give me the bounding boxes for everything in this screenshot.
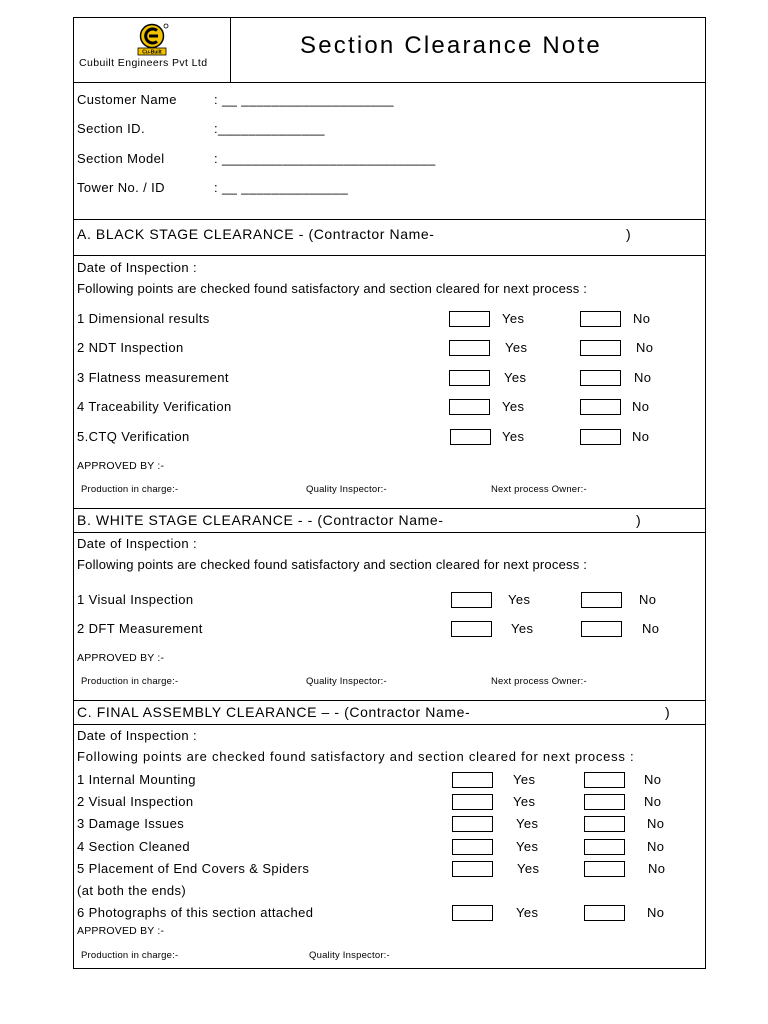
section-c-yes-checkbox[interactable] xyxy=(452,816,493,832)
section-c-no-label: No xyxy=(644,794,662,809)
company-logo xyxy=(132,22,172,56)
section-c-no-label: No xyxy=(648,861,666,876)
section-c-no-label: No xyxy=(647,816,665,831)
section-c-no-checkbox[interactable] xyxy=(584,816,625,832)
header-divider xyxy=(230,17,231,82)
section-a-item-label: 2 NDT Inspection xyxy=(77,340,184,355)
section-b-sign-production: Production in charge:- xyxy=(81,676,179,687)
section-c-sign-quality: Quality Inspector:- xyxy=(309,950,390,961)
logo-text: Cu-Built xyxy=(142,49,162,56)
section-a-no-checkbox[interactable] xyxy=(580,340,621,356)
section-c-intro: Following points are checked found satisfactory and section cleared for next process : xyxy=(77,749,635,764)
section-c-item-note: (at both the ends) xyxy=(77,883,187,898)
section-a-no-label: No xyxy=(632,429,650,444)
section-c-no-checkbox[interactable] xyxy=(584,794,625,810)
section-a-item-label: 1 Dimensional results xyxy=(77,311,210,326)
section-c-no-checkbox[interactable] xyxy=(584,905,625,921)
section-c-yes-label: Yes xyxy=(513,794,536,809)
section-a-no-label: No xyxy=(636,340,654,355)
section-b-date-label: Date of Inspection : xyxy=(77,536,198,551)
field-value-tower-no[interactable]: : __ ______________ xyxy=(214,180,349,195)
section-c-yes-checkbox[interactable] xyxy=(452,861,493,877)
field-value-customer-name[interactable]: : __ ____________________ xyxy=(214,92,394,107)
section-c-no-checkbox[interactable] xyxy=(584,839,625,855)
section-b-top-line xyxy=(73,508,706,509)
section-c-no-checkbox[interactable] xyxy=(584,861,625,877)
field-value-section-model[interactable]: : ____________________________ xyxy=(214,151,436,166)
section-c-item-label: 6 Photographs of this section attached xyxy=(77,905,314,920)
section-a-approved-by: APPROVED BY :- xyxy=(77,460,165,472)
field-label-customer-name: Customer Name xyxy=(77,92,177,107)
section-a-no-label: No xyxy=(634,370,652,385)
section-c-bottom-line xyxy=(73,724,706,725)
section-c-yes-label: Yes xyxy=(517,861,540,876)
section-b-item-label: 2 DFT Measurement xyxy=(77,621,203,636)
section-a-top-line xyxy=(73,219,706,220)
section-b-yes-label: Yes xyxy=(508,592,531,607)
section-c-no-label: No xyxy=(647,905,665,920)
section-a-sign-production: Production in charge:- xyxy=(81,484,179,495)
section-c-item-label: 2 Visual Inspection xyxy=(77,794,194,809)
section-b-sign-quality: Quality Inspector:- xyxy=(306,676,387,687)
section-c-top-line xyxy=(73,700,706,701)
section-c-yes-checkbox[interactable] xyxy=(452,905,493,921)
section-b-item-label: 1 Visual Inspection xyxy=(77,592,194,607)
section-a-yes-checkbox[interactable] xyxy=(449,399,490,415)
section-a-yes-checkbox[interactable] xyxy=(449,311,490,327)
section-b-no-checkbox[interactable] xyxy=(581,621,622,637)
section-a-yes-checkbox[interactable] xyxy=(449,370,490,386)
section-a-no-checkbox[interactable] xyxy=(580,399,621,415)
section-a-item-label: 5.CTQ Verification xyxy=(77,429,190,444)
section-a-heading: A. BLACK STAGE CLEARANCE - (Contractor Name- xyxy=(77,226,435,242)
field-label-section-id: Section ID. xyxy=(77,121,145,136)
section-a-yes-label: Yes xyxy=(502,311,525,326)
section-a-heading-close: ) xyxy=(626,226,632,242)
section-c-yes-label: Yes xyxy=(516,839,539,854)
section-c-no-label: No xyxy=(644,772,662,787)
section-a-no-label: No xyxy=(632,399,650,414)
section-a-item-label: 4 Traceability Verification xyxy=(77,399,232,414)
section-a-yes-label: Yes xyxy=(505,340,528,355)
section-a-item-label: 3 Flatness measurement xyxy=(77,370,229,385)
field-label-tower-no: Tower No. / ID xyxy=(77,180,165,195)
page-title: Section Clearance Note xyxy=(300,32,602,59)
section-b-yes-label: Yes xyxy=(511,621,534,636)
section-c-no-label: No xyxy=(647,839,665,854)
section-a-bottom-line xyxy=(73,255,706,256)
field-label-section-model: Section Model xyxy=(77,151,165,166)
section-a-no-checkbox[interactable] xyxy=(580,311,621,327)
section-a-yes-label: Yes xyxy=(502,399,525,414)
section-a-date-label: Date of Inspection : xyxy=(77,260,198,275)
section-c-no-checkbox[interactable] xyxy=(584,772,625,788)
section-b-yes-checkbox[interactable] xyxy=(451,621,492,637)
section-c-date-label: Date of Inspection : xyxy=(77,728,198,743)
section-a-intro: Following points are checked found satisfactory and section cleared for next process : xyxy=(77,281,588,296)
section-c-item-label: 4 Section Cleaned xyxy=(77,839,191,854)
section-b-bottom-line xyxy=(73,532,706,533)
section-c-sign-production: Production in charge:- xyxy=(81,950,179,961)
section-c-heading-close: ) xyxy=(665,704,671,720)
header-bottom-line xyxy=(73,82,706,83)
section-c-item-label: 5 Placement of End Covers & Spiders xyxy=(77,861,310,876)
section-a-no-checkbox[interactable] xyxy=(580,429,621,445)
section-c-yes-label: Yes xyxy=(516,905,539,920)
section-b-no-label: No xyxy=(639,592,657,607)
section-a-no-checkbox[interactable] xyxy=(580,370,621,386)
section-b-heading-close: ) xyxy=(636,512,642,528)
section-b-approved-by: APPROVED BY :- xyxy=(77,652,165,664)
section-b-no-checkbox[interactable] xyxy=(581,592,622,608)
section-c-yes-label: Yes xyxy=(516,816,539,831)
company-name: Cubuilt Engineers Pvt Ltd xyxy=(79,57,208,69)
field-value-section-id[interactable]: :______________ xyxy=(214,121,325,136)
section-b-heading: B. WHITE STAGE CLEARANCE - - (Contractor Name- xyxy=(77,512,444,528)
section-c-item-label: 3 Damage Issues xyxy=(77,816,185,831)
section-c-yes-checkbox[interactable] xyxy=(452,839,493,855)
section-c-item-label: 1 Internal Mounting xyxy=(77,772,196,787)
section-a-no-label: No xyxy=(633,311,651,326)
section-a-yes-checkbox[interactable] xyxy=(449,340,490,356)
section-c-yes-label: Yes xyxy=(513,772,536,787)
section-b-sign-next-owner: Next process Owner:- xyxy=(491,676,587,687)
section-c-heading: C. FINAL ASSEMBLY CLEARANCE – - (Contractor Name- xyxy=(77,704,471,720)
section-c-approved-by: APPROVED BY :- xyxy=(77,925,165,937)
section-a-yes-label: Yes xyxy=(504,370,527,385)
section-b-yes-checkbox[interactable] xyxy=(451,592,492,608)
section-a-sign-quality: Quality Inspector:- xyxy=(306,484,387,495)
section-c-yes-checkbox[interactable] xyxy=(452,772,493,788)
section-a-yes-checkbox[interactable] xyxy=(450,429,491,445)
section-a-sign-next-owner: Next process Owner:- xyxy=(491,484,587,495)
section-b-no-label: No xyxy=(642,621,660,636)
section-c-yes-checkbox[interactable] xyxy=(452,794,493,810)
section-a-yes-label: Yes xyxy=(502,429,525,444)
section-b-intro: Following points are checked found satisfactory and section cleared for next process : xyxy=(77,557,588,572)
